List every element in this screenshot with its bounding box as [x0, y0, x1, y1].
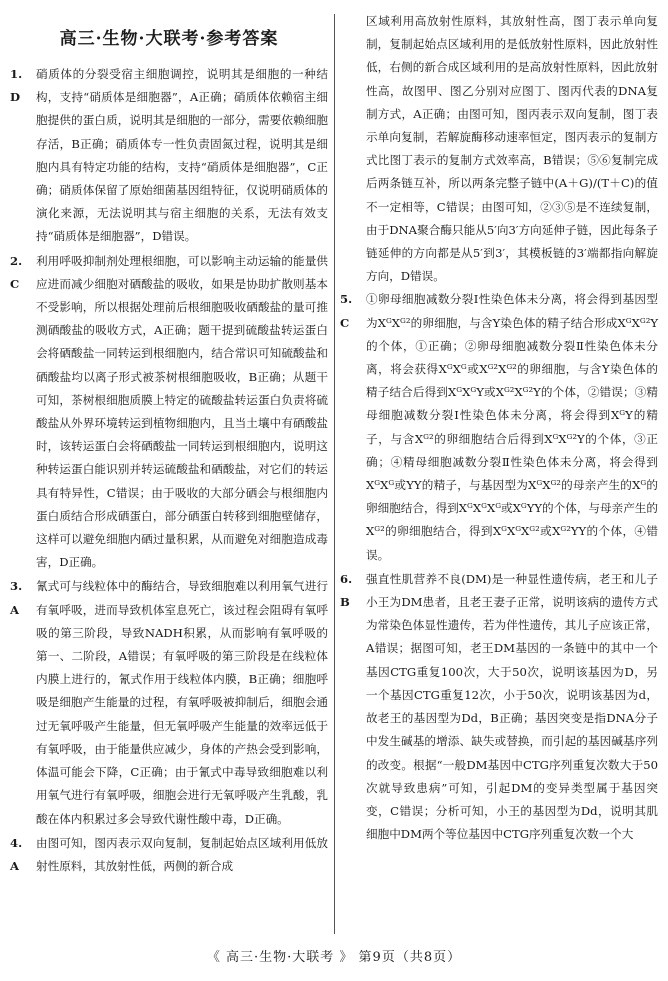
- answer-text: 硝质体的分裂受宿主细胞调控，说明其是细胞的一种结构，支持“硝质体是细胞器”，A正确；硝质体依赖宿主细胞提供的蛋白质，说明其是细胞的一部分，需要依赖细胞存活，B正确；硝质体专一性负责固氮过程，说明其是细胞内具有特定功能的结构，支持“硝质体是细胞器”，C正确；硝质体保留了原始细菌基因组特征，仅说明硝质体的演化来源，无法说明其与宿主细胞的关系，无法有效支持“硝质体是细胞器”，D错误。: [36, 67, 328, 244]
- answer-continuation: [340, 10, 658, 288]
- answer-text: 氰式可与线粒体中的酶结合，导致细胞难以利用氧气进行有氧呼吸，进而导致机体室息死亡，该过程会阻碍有氧呼吸的第三阶段，导致NADH积累，从而影响有氧呼吸的第一、二阶段，A错误；有氧呼吸的第三阶段是在线粒体内膜上进行的，氰式作用于线粒体内膜，B正确；细胞呼吸是细胞产生能量的过程，有氧呼吸被抑制后，细胞会通过无氧呼吸产生能量，但无氧呼吸产生能量的效率远低于有氧呼吸，由于能量供应减少，身体的产热会受到影响，体温可能会下降，C正确；由于氰式中毒导致细胞难以利用氧气进行有氧呼吸，细胞会进行无氧呼吸产生乳酸，乳酸在体内积累过多会导致代谢性酸中毒，D正确。: [36, 579, 328, 826]
- page-title: 高三·生物·大联考·参考答案: [59, 29, 279, 49]
- answer-number: 1. D: [10, 67, 23, 105]
- page-footer: 《 高三·生物·大联考 》 第9页（共8页）: [206, 950, 462, 965]
- right-column: [340, 10, 658, 846]
- answer-number: 5. C: [340, 292, 353, 330]
- answer-item: [10, 250, 328, 575]
- answer-number: 6. B: [340, 571, 353, 610]
- answer-item: [10, 63, 328, 249]
- answer-item: [340, 288, 658, 566]
- answer-text: ①卵母细胞减数分裂Ⅰ性染色体未分离，将会得到基因型为XᴳXᴳ²的卵细胞，与含Y染色体的精子结合形成XᴳXᴳ²Y的个体，①正确；②卵母细胞减数分裂Ⅱ性染色体未分离，将会获得XᴳXᴳ或Xᴳ²Xᴳ²的卵细胞，与含Y染色体的精子结合后得到XᴳXᴳY或Xᴳ²Xᴳ²Y的个体，②错误；③精母细胞减数分裂Ⅰ性染色体未分离，将会得到XᴳY的精子，与含Xᴳ²的卵细胞结合后得到XᴳXᴳ²Y的个体，③正确；④精母细胞减数分裂Ⅱ性染色体未分离，将会得到XᴳXᴳ或YY的精子，与基因型为XᴳXᴳ²的母亲产生的Xᴳ的卵细胞结合，得到XᴳXᴳXᴳ或XᴳYY的个体，与母亲产生的Xᴳ²的卵细胞结合，得到XᴳXᴳXᴳ²或Xᴳ²YY的个体，④错误。: [366, 292, 658, 562]
- answer-number: 3. A: [10, 579, 23, 617]
- column-divider: [334, 14, 335, 934]
- answer-item: [10, 832, 328, 878]
- answer-number: 2. C: [10, 253, 23, 291]
- answer-text: 利用呼吸抑制剂处理根细胞，可以影响主动运输的能量供应进而减少细胞对硒酸盐的吸收，如果是协助扩散则基本不受影响，所以根据处理前后根细胞吸收硒酸盐的量可推测硒酸盐的吸收方式，A正确；题干提到硫酸盐转运蛋白会将硒酸盐一同转运到根细胞内，结合常识可知硫酸盐和硒酸盐均以离子形式被茶树根细胞吸收，B正确；从题干可知，茶树根细胞质膜上特定的硫酸盐转运蛋白负责将硫酸盐从外界环境转运到植物细胞内，且当土壤中有硒酸盐时，该转运蛋白会将硒酸盐一同转运到根细胞内，说明这种转运蛋白能识别并转运硫酸盐和硒酸盐，对它们的转运具有特异性，C错误；由于吸收的大部分硒会与根细胞内蛋白质结合形成硒蛋白，部分硒蛋白转移到细胞壁储存，这样可以避免细胞内硒过量积累，从而避免对细胞造成毒害，D正确。: [36, 253, 328, 570]
- answer-text: 由图可知，图丙表示双向复制，复制起始点区域利用低放射性原料，其放射性低，两侧的新合成: [36, 835, 328, 873]
- answer-item: [10, 575, 328, 830]
- left-column: [10, 0, 328, 878]
- answer-text: 强直性肌营养不良(DM)是一种显性遗传病，老王和儿子小王为DM患者，且老王妻子正常，说明该病的遗传方式为常染色体显性遗传，若为伴性遗传，其儿子应该正常，A错误；据图可知，老王DM基因的一条链中的其中一个基因CTG重复100次，大于50次，说明该基因为D，另一个基因CTG重复12次，小于50次，说明该基因为d，故老王的基因型为Dd，B正确；基因突变是指DNA分子中发生碱基的增添、缺失或替换，而引起的基因碱基序列的改变。根据“一般DM基因中CTG序列重复次数大于50次就导致患病”可知，引起DM的变异类型属于基因突变，C错误；分析可知，小王的基因型为Dd，说明其肌细胞中DM两个等位基因中CTG序列重复次数一个大: [366, 571, 658, 842]
- answer-text: 区域利用高放射性原料，其放射性高，图丁表示单向复制，复制起始点区域利用的是低放射性原料，因此放射性低，右侧的新合成区域利用的是高放射性原料，因此放射性高，故图甲、图乙分别对应图丁、图丙代表的DNA复制方式，A正确；由图可知，图丙表示双向复制，图丁表示单向复制，若解旋酶移动速率恒定，图丙表示的复制方式比图丁表示的复制方式效率高，B错误；⑤⑥复制完成后两条链互补，所以两条完整子链中(A＋G)/(T＋C)的值不一定相等，C错误；由图可知，②③⑤是不连续复制，由于DNA聚合酶只能从5′向3′方向延伸子链，因此每条子链延伸的方向都是从5′到3′，其模板链的3′端都指向解旋方向，D错误。: [366, 14, 658, 284]
- answer-item: [340, 568, 658, 846]
- answer-number: 4. A: [10, 835, 23, 873]
